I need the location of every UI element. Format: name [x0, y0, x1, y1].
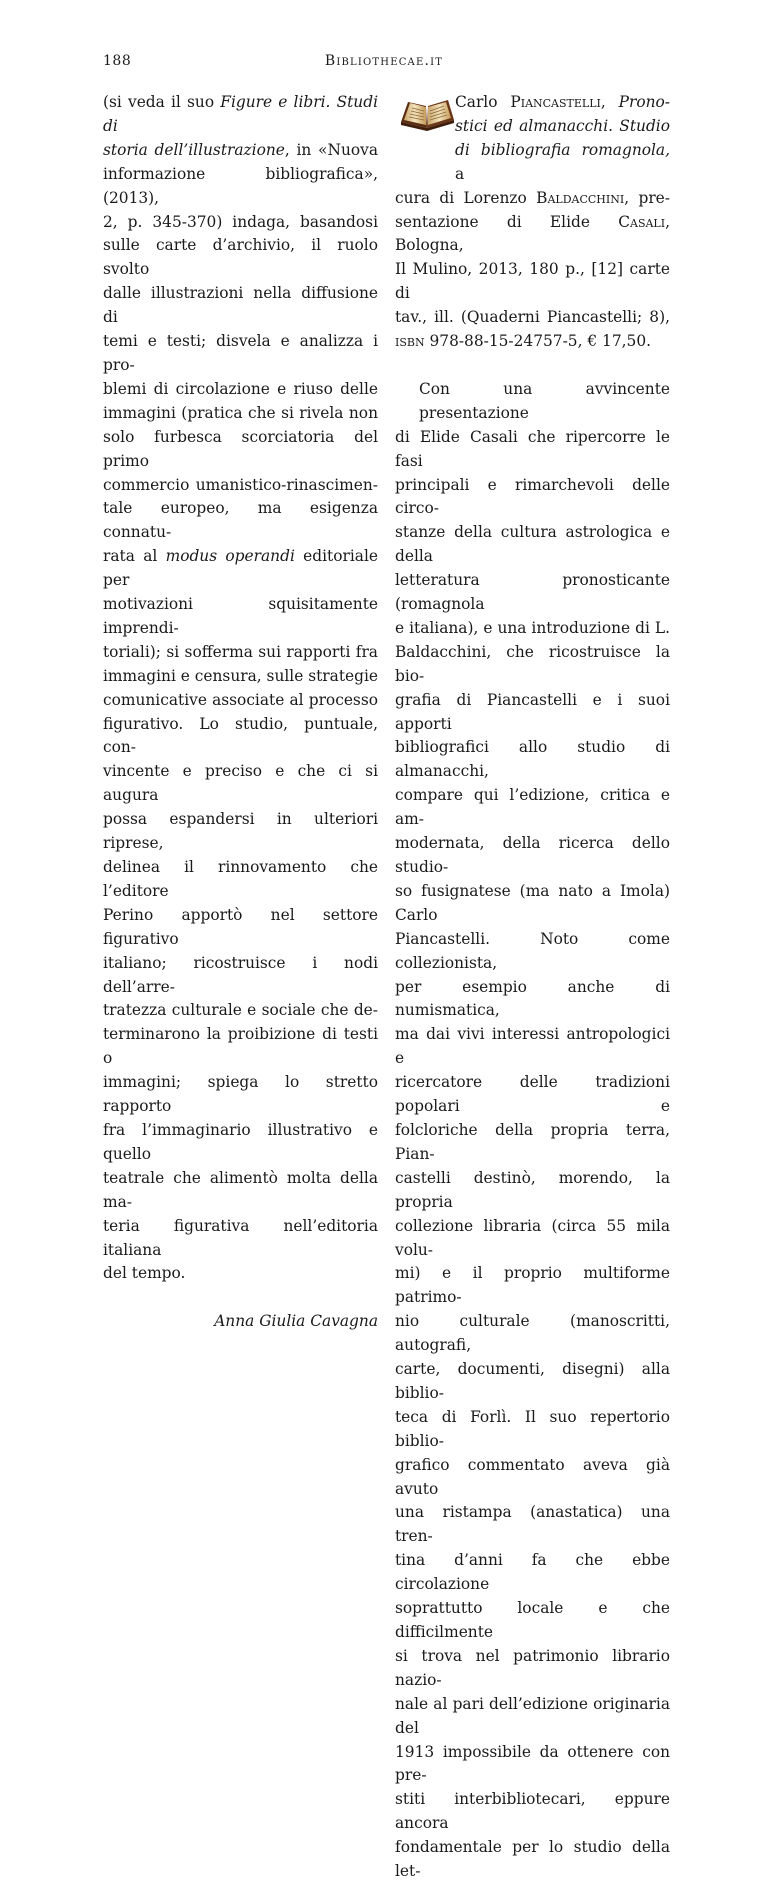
citation-line: Il Mulino, 2013, 180 p., [12] carte di	[395, 260, 670, 303]
text-line: di Elide Casali che ripercorre le fasi	[395, 427, 670, 470]
text-line: immagini; spiega lo stretto rapporto	[103, 1073, 378, 1116]
text-line: si trova nel patrimonio librario nazio-	[395, 1646, 670, 1689]
text-line: grafico commentato aveva già avuto	[395, 1455, 670, 1498]
text-line: rata al modus operandi editoriale per	[103, 547, 378, 590]
running-head: Bibliothecae.it	[324, 53, 444, 69]
text-line: stanze della cultura astrologica e della	[395, 523, 670, 566]
text-line: sulle carte d’archivio, il ruolo svolto	[103, 236, 378, 279]
text-line: ricercatore delle tradizioni popolari e	[395, 1073, 670, 1116]
text-line: soprattutto locale e che difficilmente	[395, 1599, 670, 1641]
text-line: temi e testi; disvela e analizza i pro-	[103, 332, 378, 374]
text-line: solo furbesca scorciatoria del primo	[103, 427, 378, 470]
text-line: Baldacchini, che ricostruisce la bio-	[395, 642, 670, 685]
text-line: ma dai vivi interessi antropologici e	[395, 1025, 670, 1068]
text-line: immagini (pratica che si rivela non	[103, 403, 378, 422]
left-column	[103, 91, 378, 1334]
citation-line: isbn 978-88-15-24757-5, € 17,50.	[395, 332, 652, 351]
text-line: so fusignatese (ma nato a Imola) Carlo	[395, 881, 670, 924]
text-line: mi) e il proprio multiforme patrimo-	[395, 1264, 670, 1307]
citation-block	[395, 91, 670, 354]
text-line: delinea il rinnovamento che l’editore	[103, 858, 378, 900]
citation-line: cura di Lorenzo Baldacchini, pre-	[395, 188, 670, 207]
text-line: e italiana), e una introduzione di L.	[395, 618, 670, 637]
citation-line: stici ed almanacchi. Studio	[455, 116, 670, 135]
spacer	[395, 354, 670, 378]
text-line: teria figurativa nell’editoria italiana	[103, 1216, 378, 1259]
text-line: folcloriche della propria terra, Pian-	[395, 1120, 670, 1163]
text-line: nio culturale (manoscritti, autografi,	[395, 1312, 670, 1355]
text-line: vincente e preciso e che ci si augura	[103, 762, 378, 805]
review-body	[395, 378, 670, 1884]
text-line: fondamentale per lo studio della let-	[395, 1838, 670, 1881]
text-line: comunicative associate al processo	[103, 690, 378, 709]
text-line: Perino apportò nel settore figurativo	[103, 905, 378, 948]
text-line: storia dell’illustrazione, in «Nuova	[103, 140, 378, 159]
text-line: compare qui l’edizione, critica e am-	[395, 786, 670, 829]
citation-line: sentazione di Elide Casali, Bologna,	[395, 212, 670, 255]
text-line: tale europeo, ma esigenza connatu-	[103, 499, 378, 542]
text-line: 2, p. 345-370) indaga, basandosi	[103, 212, 378, 231]
text-line: principali e rimarchevoli delle circo-	[395, 475, 670, 518]
text-line: tratezza culturale e sociale che de-	[103, 1001, 378, 1020]
text-line: bibliografici allo studio di almanacchi,	[395, 738, 670, 781]
text-line: carte, documenti, disegni) alla biblio-	[395, 1360, 670, 1402]
text-line: Con una avvincente presentazione	[419, 379, 670, 422]
text-line: fra l’immaginario illustrativo e quello	[103, 1120, 378, 1163]
text-line: (si veda il suo Figure e libri. Studi di	[103, 93, 378, 135]
text-line: italiano; ricostruisce i nodi dell’arre-	[103, 953, 378, 996]
citation-line: di bibliografia romagnola, a	[455, 140, 670, 183]
text-line: per esempio anche di numismatica,	[395, 977, 670, 1020]
text-line: teca di Forlì. Il suo repertorio biblio-	[395, 1407, 670, 1450]
text-line: motivazioni squisitamente imprendi-	[103, 595, 378, 637]
citation-line: Carlo Piancastelli, Prono-	[455, 93, 670, 111]
text-line: blemi di circolazione e riuso delle	[103, 379, 378, 398]
text-line: teatrale che alimentò molta della ma-	[103, 1168, 378, 1211]
review-signature: Anna Giulia Cavagna	[214, 1312, 378, 1331]
text-line: tina d’anni fa che ebbe circolazione	[395, 1551, 670, 1594]
text-line: figurativo. Lo studio, puntuale, con-	[103, 714, 378, 757]
text-line: grafia di Piancastelli e i suoi apporti	[395, 690, 670, 733]
text-line: nale al pari dell’edizione originaria del	[395, 1694, 670, 1737]
text-line: terminarono la proibizione di testi o	[103, 1025, 378, 1068]
text-line: del tempo.	[103, 1264, 186, 1283]
right-column	[395, 91, 670, 1884]
text-line: dalle illustrazioni nella diffusione di	[103, 284, 378, 327]
text-line: letteratura pronosticante (romagnola	[395, 571, 670, 614]
text-line: stiti interbibliotecari, eppure ancora	[395, 1790, 670, 1833]
text-line: 1913 impossibile da ottenere con pre-	[395, 1742, 670, 1785]
spacer	[103, 1286, 378, 1310]
text-line: commercio umanistico-rinascimen-	[103, 475, 378, 494]
text-line: castelli destinò, morendo, la propria	[395, 1168, 670, 1211]
text-line: possa espandersi in ulteriori riprese,	[103, 810, 378, 853]
text-line: collezione libraria (circa 55 mila volu-	[395, 1216, 670, 1259]
text-line: una ristampa (anastatica) una tren-	[395, 1503, 670, 1546]
page-number: 188	[103, 53, 132, 69]
text-line: Piancastelli. Noto come collezionista,	[395, 929, 670, 972]
citation-line: tav., ill. (Quaderni Piancastelli; 8),	[395, 308, 670, 327]
text-line: toriali); si sofferma sui rapporti fra	[103, 642, 378, 661]
text-line: immagini e censura, sulle strategie	[103, 666, 379, 685]
text-line: modernata, della ricerca dello studio-	[395, 834, 670, 876]
text-line: informazione bibliografica», (2013),	[103, 164, 378, 207]
